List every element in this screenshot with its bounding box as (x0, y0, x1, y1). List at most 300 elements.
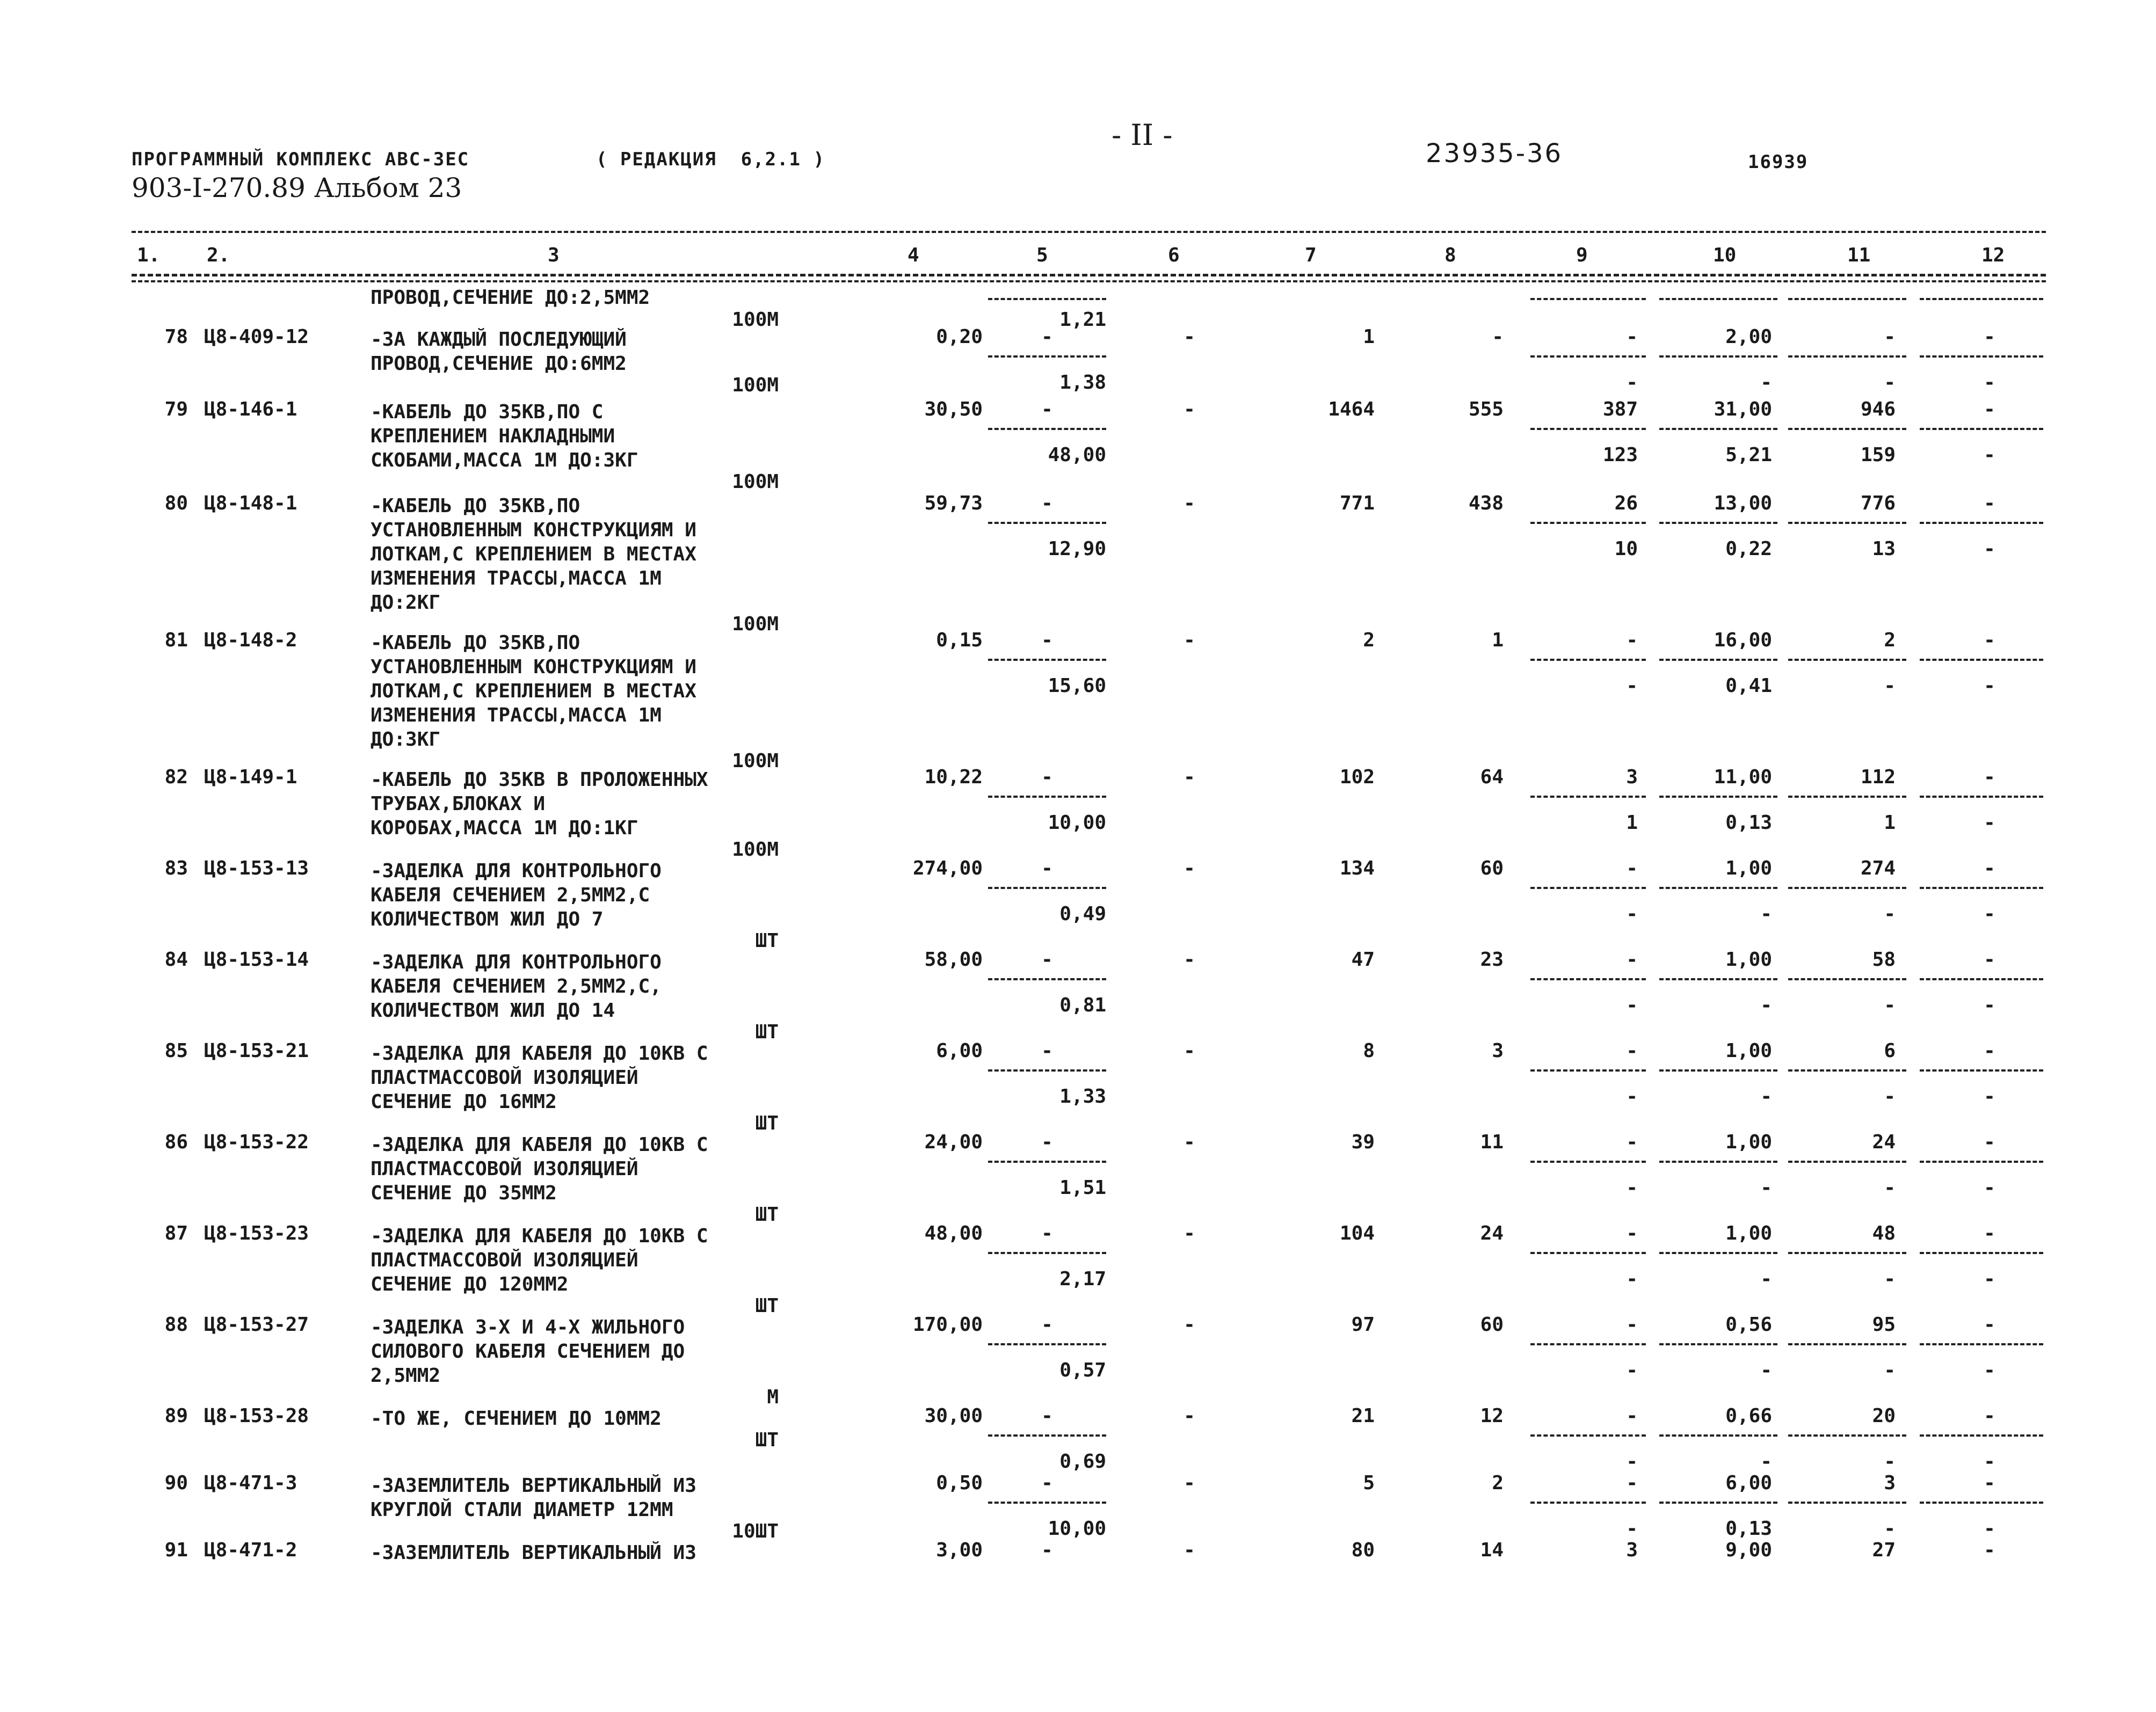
column-header-11: 11 (1847, 244, 1871, 266)
cell-col-12: - (1984, 1314, 1995, 1336)
cell-col-4: 48,00 (924, 1222, 983, 1244)
cell-col-12-lower: - (1984, 1086, 1995, 1108)
cell-col-9-lower: - (1626, 1268, 1638, 1290)
cell-col-12-lower: - (1984, 1451, 1995, 1473)
cell-col-11-lower: - (1884, 1518, 1896, 1540)
cell-col-9: 3 (1626, 766, 1638, 788)
cell-col-7: 1464 (1328, 398, 1375, 420)
cell-separator (988, 1069, 1106, 1072)
cell-col-11: 27 (1872, 1539, 1896, 1561)
cell-col-12: - (1984, 857, 1995, 879)
cell-col-12: - (1984, 398, 1995, 420)
cell-separator (1659, 1161, 1777, 1163)
cell-col-9-lower: - (1626, 1177, 1638, 1199)
cell-col-5-lower: 1,38 (1059, 371, 1106, 394)
cell-col-6: - (1184, 766, 1195, 788)
cell-col-12-lower: - (1984, 1268, 1995, 1290)
cell-col-6: - (1184, 1405, 1195, 1427)
row-description: -КАБЕЛЬ ДО 35КВ,ПО УСТАНОВЛЕННЫМ КОНСТРУКЦИЯМ И ЛОТКАМ,С КРЕПЛЕНИЕМ В МЕСТАХ ИЗМЕНЕНИЯ ТРАССЫ,МАССА 1М ДО:3КГ (371, 632, 696, 751)
cell-col-9: - (1626, 1040, 1638, 1062)
cell-col-9: - (1626, 949, 1638, 971)
row-description: -ЗАДЕЛКА ДЛЯ КОНТРОЛЬНОГО КАБЕЛЯ СЕЧЕНИЕМ 2,5ММ2,С КОЛИЧЕСТВОМ ЖИЛ ДО 7 (371, 860, 662, 930)
cell-col-12: - (1984, 1131, 1995, 1153)
cell-separator (1920, 1343, 2043, 1345)
cell-separator (1788, 1434, 1906, 1437)
row-number: 86 (164, 1131, 188, 1153)
cell-col-6: - (1184, 857, 1195, 879)
cell-col-4: 0,50 (936, 1472, 983, 1494)
cell-col-12-lower: - (1984, 371, 1995, 394)
cell-separator (1788, 428, 1906, 430)
cell-col-5-lower: 0,69 (1059, 1451, 1106, 1473)
cell-col-5: - (1041, 398, 1053, 420)
column-header-6: 6 (1168, 244, 1180, 266)
cell-separator (1920, 796, 2043, 798)
row-number: 88 (164, 1314, 188, 1336)
cell-separator (1659, 355, 1777, 358)
cell-separator (1788, 522, 1906, 524)
cell-col-11: 946 (1860, 398, 1896, 420)
carry-over-separator (1659, 298, 1777, 300)
cell-col-10: 16,00 (1714, 629, 1772, 651)
cell-col-5-lower: 1,51 (1059, 1177, 1106, 1199)
cell-col-7: 21 (1351, 1405, 1375, 1427)
header-rule-bottom-2 (132, 280, 2046, 282)
row-description: -КАБЕЛЬ ДО 35КВ,ПО С КРЕПЛЕНИЕМ НАКЛАДНЫМИ СКОБАМИ,МАССА 1М ДО:3КГ (371, 401, 638, 471)
column-header-1: 1. (137, 244, 161, 266)
header-rule-top (132, 231, 2046, 233)
column-header-12: 12 (1981, 244, 2005, 266)
cell-col-10-lower: 0,13 (1725, 812, 1772, 834)
cell-col-9: - (1626, 1472, 1638, 1494)
cell-separator (1920, 978, 2043, 980)
carry-over-separator (988, 298, 1106, 300)
cell-separator (1530, 355, 1646, 358)
carry-over-unit: 100М (732, 309, 779, 331)
cell-col-9-lower: - (1626, 1451, 1638, 1473)
page-number: - II - (1112, 118, 1173, 152)
cell-separator (1788, 1343, 1906, 1345)
column-header-4: 4 (908, 244, 919, 266)
cell-col-10-lower: 0,13 (1725, 1518, 1772, 1540)
cell-col-11: 58 (1872, 949, 1896, 971)
cell-separator (1788, 978, 1906, 980)
cell-col-12-lower: - (1984, 538, 1995, 560)
cell-col-5: - (1041, 492, 1053, 514)
cell-col-12: - (1984, 326, 1995, 348)
row-unit: 100М (732, 839, 779, 861)
cell-separator (1788, 1069, 1906, 1072)
cell-separator (1530, 1069, 1646, 1072)
cell-col-9: - (1626, 629, 1638, 651)
cell-col-8: 2 (1492, 1472, 1504, 1494)
cell-col-6: - (1184, 629, 1195, 651)
cell-col-5-lower: 10,00 (1048, 812, 1106, 834)
row-description: -ЗАДЕЛКА ДЛЯ КАБЕЛЯ ДО 10КВ С ПЛАСТМАССОВОЙ ИЗОЛЯЦИЕЙ СЕЧЕНИЕ ДО 35ММ2 (371, 1134, 708, 1204)
cell-col-5-lower: 10,00 (1048, 1518, 1106, 1540)
column-header-2: 2. (207, 244, 230, 266)
cell-col-5: - (1041, 1539, 1053, 1561)
row-number: 90 (164, 1472, 188, 1494)
cell-separator (988, 1343, 1106, 1345)
row-code: Ц8-153-27 (204, 1314, 309, 1336)
cell-separator (1659, 659, 1777, 661)
cell-col-4: 59,73 (924, 492, 983, 514)
carry-over-separator (1920, 298, 2043, 300)
cell-col-6: - (1184, 1131, 1195, 1153)
cell-col-12: - (1984, 1472, 1995, 1494)
cell-separator (1788, 1161, 1906, 1163)
row-unit: 100М (732, 374, 779, 396)
cell-separator (1788, 1252, 1906, 1254)
cell-separator (988, 1434, 1106, 1437)
cell-col-11-lower: - (1884, 994, 1896, 1016)
cell-separator (1920, 1502, 2043, 1504)
cell-col-12: - (1984, 1405, 1995, 1427)
cell-col-10-lower: - (1760, 1177, 1772, 1199)
row-code: Ц8-153-13 (204, 857, 309, 879)
row-unit: ШТ (755, 1204, 779, 1226)
cell-col-5-lower: 15,60 (1048, 675, 1106, 697)
cell-col-8: 60 (1480, 1314, 1504, 1336)
cell-col-11-lower: - (1884, 1177, 1896, 1199)
cell-separator (988, 796, 1106, 798)
cell-separator (1659, 1434, 1777, 1437)
cell-separator (1920, 355, 2043, 358)
cell-separator (1659, 796, 1777, 798)
cell-col-11-lower: 1 (1884, 812, 1896, 834)
cell-separator (1659, 1502, 1777, 1504)
row-code: Ц8-471-3 (204, 1472, 297, 1494)
cell-col-9: - (1626, 326, 1638, 348)
column-header-9: 9 (1576, 244, 1588, 266)
cell-col-11-lower: 159 (1860, 444, 1896, 466)
cell-col-11-lower: 13 (1872, 538, 1896, 560)
cell-col-10-lower: - (1760, 371, 1772, 394)
column-header-10: 10 (1713, 244, 1737, 266)
cell-col-10: 1,00 (1725, 1040, 1772, 1062)
cell-col-9: 387 (1602, 398, 1638, 420)
cell-col-5: - (1041, 629, 1053, 651)
cell-col-4: 0,15 (936, 629, 983, 651)
row-unit: ШТ (755, 930, 779, 952)
cell-col-9-lower: - (1626, 1359, 1638, 1381)
carry-over-separator (1530, 298, 1646, 300)
cell-col-12: - (1984, 949, 1995, 971)
column-header-3: 3 (548, 244, 560, 266)
cell-col-4: 6,00 (936, 1040, 983, 1062)
cell-col-11-lower: - (1884, 371, 1896, 394)
row-number: 80 (164, 492, 188, 514)
cell-col-8: 14 (1480, 1539, 1504, 1561)
cell-col-12: - (1984, 766, 1995, 788)
cell-separator (1530, 1502, 1646, 1504)
row-code: Ц8-153-21 (204, 1040, 309, 1062)
cell-col-11-lower: - (1884, 1268, 1896, 1290)
cell-col-12-lower: - (1984, 444, 1995, 466)
cell-col-5: - (1041, 1472, 1053, 1494)
carry-over-col5: 1,21 (1059, 309, 1106, 331)
cell-col-7: 104 (1339, 1222, 1375, 1244)
cell-separator (1530, 796, 1646, 798)
cell-col-8: 1 (1492, 629, 1504, 651)
cell-col-8: 11 (1480, 1131, 1504, 1153)
cell-separator (1920, 1252, 2043, 1254)
cell-col-4: 3,00 (936, 1539, 983, 1561)
cell-col-9-lower: 1 (1626, 812, 1638, 834)
row-code: Ц8-471-2 (204, 1539, 297, 1561)
row-code: Ц8-409-12 (204, 326, 309, 348)
cell-col-9-lower: - (1626, 675, 1638, 697)
cell-col-10-lower: - (1760, 994, 1772, 1016)
column-header-7: 7 (1305, 244, 1317, 266)
cell-separator (1920, 1434, 2043, 1437)
row-unit: ШТ (755, 1021, 779, 1043)
row-code: Ц8-148-1 (204, 492, 297, 514)
cell-separator (1788, 659, 1906, 661)
cell-col-11-lower: - (1884, 903, 1896, 925)
cell-col-6: - (1184, 1314, 1195, 1336)
cell-col-11: - (1884, 326, 1896, 348)
row-description: -ЗАДЕЛКА ДЛЯ КАБЕЛЯ ДО 10КВ С ПЛАСТМАССОВОЙ ИЗОЛЯЦИЕЙ СЕЧЕНИЕ ДО 120ММ2 (371, 1225, 708, 1295)
cell-col-5: - (1041, 1131, 1053, 1153)
cell-col-5-lower: 1,33 (1059, 1086, 1106, 1108)
program-title: ПРОГРАММНЫЙ КОМПЛЕКС АВС-3ЕС (132, 149, 470, 170)
row-unit: 100М (732, 613, 779, 635)
cell-col-12: - (1984, 1222, 1995, 1244)
cell-col-8: 12 (1480, 1405, 1504, 1427)
cell-col-6: - (1184, 1472, 1195, 1494)
cell-col-6: - (1184, 1222, 1195, 1244)
cell-separator (1530, 428, 1646, 430)
row-code: Ц8-146-1 (204, 398, 297, 420)
row-unit: ШТ (755, 1295, 779, 1317)
cell-col-11: 2 (1884, 629, 1896, 651)
document-number: 23935-36 (1426, 139, 1563, 169)
row-description: -КАБЕЛЬ ДО 35КВ,ПО УСТАНОВЛЕННЫМ КОНСТРУКЦИЯМ И ЛОТКАМ,С КРЕПЛЕНИЕМ В МЕСТАХ ИЗМЕНЕНИЯ ТРАССЫ,МАССА 1М ДО:2КГ (371, 495, 696, 614)
cell-separator (1788, 796, 1906, 798)
cell-col-9-lower: - (1626, 903, 1638, 925)
cell-col-9-lower: 123 (1602, 444, 1638, 466)
cell-separator (1659, 1343, 1777, 1345)
cell-col-11: 6 (1884, 1040, 1896, 1062)
cell-col-12-lower: - (1984, 903, 1995, 925)
row-unit: М (767, 1386, 779, 1408)
cell-col-7: 47 (1351, 949, 1375, 971)
cell-col-7: 134 (1339, 857, 1375, 879)
cell-col-8: 64 (1480, 766, 1504, 788)
cell-col-8: 60 (1480, 857, 1504, 879)
cell-col-10: 1,00 (1725, 857, 1772, 879)
header-rule-bottom (132, 274, 2046, 276)
cell-separator (1920, 428, 2043, 430)
carry-over-description: ПРОВОД,СЕЧЕНИЕ ДО:2,5ММ2 (371, 287, 650, 309)
cell-separator (1530, 522, 1646, 524)
cell-separator (1920, 522, 2043, 524)
cell-col-4: 10,22 (924, 766, 983, 788)
cell-col-10: 1,00 (1725, 949, 1772, 971)
cell-col-5-lower: 0,49 (1059, 903, 1106, 925)
cell-col-9: - (1626, 857, 1638, 879)
cell-col-10: 0,66 (1725, 1405, 1772, 1427)
cell-separator (988, 428, 1106, 430)
cell-col-10: 1,00 (1725, 1131, 1772, 1153)
cell-col-9-lower: - (1626, 994, 1638, 1016)
cell-col-4: 24,00 (924, 1131, 983, 1153)
cell-col-8: - (1492, 326, 1504, 348)
cell-col-12: - (1984, 629, 1995, 651)
cell-col-11-lower: - (1884, 1359, 1896, 1381)
cell-col-7: 1 (1363, 326, 1375, 348)
cell-col-9: 26 (1614, 492, 1638, 514)
row-number: 81 (164, 629, 188, 651)
cell-separator (1788, 887, 1906, 889)
cell-col-11: 776 (1860, 492, 1896, 514)
cell-separator (988, 659, 1106, 661)
cell-col-5: - (1041, 1314, 1053, 1336)
cell-col-6: - (1184, 492, 1195, 514)
cell-col-10: 6,00 (1725, 1472, 1772, 1494)
cell-col-5: - (1041, 1040, 1053, 1062)
row-number: 78 (164, 326, 188, 348)
cell-separator (988, 522, 1106, 524)
cell-col-7: 97 (1351, 1314, 1375, 1336)
row-unit: ШТ (755, 1429, 779, 1451)
cell-col-9-lower: - (1626, 1086, 1638, 1108)
program-edition: ( РЕДАКЦИЯ 6,2.1 ) (596, 149, 825, 170)
cell-col-8: 438 (1468, 492, 1504, 514)
album-label: 903-I-270.89 Альбом 23 (132, 172, 462, 203)
row-code: Ц8-153-23 (204, 1222, 309, 1244)
cell-col-5-lower: 12,90 (1048, 538, 1106, 560)
cell-col-11: 48 (1872, 1222, 1896, 1244)
cell-col-10: 13,00 (1714, 492, 1772, 514)
cell-col-5: - (1041, 857, 1053, 879)
row-description: -ЗАЗЕМЛИТЕЛЬ ВЕРТИКАЛЬНЫЙ ИЗ КРУГЛОЙ СТАЛИ ДИАМЕТР 12ММ (371, 1475, 696, 1521)
cell-col-9: - (1626, 1405, 1638, 1427)
cell-col-5-lower: 0,81 (1059, 994, 1106, 1016)
cell-separator (1530, 1434, 1646, 1437)
cell-col-9-lower: - (1626, 1518, 1638, 1540)
cell-col-9: - (1626, 1131, 1638, 1153)
cell-col-5: - (1041, 1405, 1053, 1427)
row-description: -ЗАДЕЛКА ДЛЯ КОНТРОЛЬНОГО КАБЕЛЯ СЕЧЕНИЕМ 2,5ММ2,С, КОЛИЧЕСТВОМ ЖИЛ ДО 14 (371, 951, 662, 1022)
cell-col-10: 2,00 (1725, 326, 1772, 348)
cell-col-5: - (1041, 766, 1053, 788)
cell-col-11: 112 (1860, 766, 1896, 788)
cell-col-4: 30,50 (924, 398, 983, 420)
cell-separator (1920, 887, 2043, 889)
row-unit: 10ШТ (732, 1520, 779, 1542)
cell-col-7: 5 (1363, 1472, 1375, 1494)
cell-col-10-lower: - (1760, 1268, 1772, 1290)
cell-col-12-lower: - (1984, 812, 1995, 834)
cell-separator (988, 887, 1106, 889)
cell-separator (988, 355, 1106, 358)
cell-separator (988, 978, 1106, 980)
cell-col-6: - (1184, 398, 1195, 420)
cell-separator (1530, 1343, 1646, 1345)
cell-separator (988, 1502, 1106, 1504)
row-description: -ЗА КАЖДЫЙ ПОСЛЕДУЮЩИЙ ПРОВОД,СЕЧЕНИЕ ДО:6ММ2 (371, 329, 627, 375)
cell-separator (1530, 1161, 1646, 1163)
cell-col-12-lower: - (1984, 1177, 1995, 1199)
cell-col-9: 3 (1626, 1539, 1638, 1561)
cell-col-9: - (1626, 1314, 1638, 1336)
cell-separator (988, 1161, 1106, 1163)
cell-col-10-lower: 0,22 (1725, 538, 1772, 560)
cell-col-10: 11,00 (1714, 766, 1772, 788)
cell-col-12: - (1984, 1539, 1995, 1561)
row-description: -КАБЕЛЬ ДО 35КВ В ПРОЛОЖЕННЫХ ТРУБАХ,БЛОКАХ И КОРОБАХ,МАССА 1М ДО:1КГ (371, 769, 708, 839)
cell-separator (1659, 887, 1777, 889)
cell-separator (1530, 1252, 1646, 1254)
cell-col-10-lower: 5,21 (1725, 444, 1772, 466)
cell-col-10-lower: 0,41 (1725, 675, 1772, 697)
row-code: Ц8-153-28 (204, 1405, 309, 1427)
cell-col-9-lower: - (1626, 371, 1638, 394)
cell-col-10: 31,00 (1714, 398, 1772, 420)
cell-col-6: - (1184, 1040, 1195, 1062)
cell-separator (1920, 659, 2043, 661)
cell-col-11-lower: - (1884, 675, 1896, 697)
cell-col-6: - (1184, 326, 1195, 348)
row-code: Ц8-148-2 (204, 629, 297, 651)
cell-separator (1530, 659, 1646, 661)
cell-col-5-lower: 0,57 (1059, 1359, 1106, 1381)
cell-separator (1788, 1502, 1906, 1504)
row-unit: 100М (732, 750, 779, 772)
cell-col-11-lower: - (1884, 1086, 1896, 1108)
row-description: -ЗАДЕЛКА 3-Х И 4-Х ЖИЛЬНОГО СИЛОВОГО КАБЕЛЯ СЕЧЕНИЕМ ДО 2,5ММ2 (371, 1316, 685, 1387)
cell-separator (988, 1252, 1106, 1254)
cell-col-10: 9,00 (1725, 1539, 1772, 1561)
row-number: 91 (164, 1539, 188, 1561)
cell-col-11: 274 (1860, 857, 1896, 879)
cell-col-8: 3 (1492, 1040, 1504, 1062)
row-number: 85 (164, 1040, 188, 1062)
cell-col-9: - (1626, 1222, 1638, 1244)
cell-col-12-lower: - (1984, 675, 1995, 697)
carry-over-separator (1788, 298, 1906, 300)
cell-col-7: 8 (1363, 1040, 1375, 1062)
cell-col-4: 170,00 (912, 1314, 983, 1336)
cell-col-8: 24 (1480, 1222, 1504, 1244)
cell-col-12-lower: - (1984, 1359, 1995, 1381)
row-number: 79 (164, 398, 188, 420)
cell-col-11-lower: - (1884, 1451, 1896, 1473)
cell-col-7: 39 (1351, 1131, 1375, 1153)
cell-col-7: 80 (1351, 1539, 1375, 1561)
cell-col-8: 555 (1468, 398, 1504, 420)
cell-col-5: - (1041, 326, 1053, 348)
row-code: Ц8-153-14 (204, 949, 309, 971)
row-number: 89 (164, 1405, 188, 1427)
row-number: 82 (164, 766, 188, 788)
cell-separator (1920, 1161, 2043, 1163)
cell-col-5: - (1041, 1222, 1053, 1244)
row-number: 84 (164, 949, 188, 971)
row-unit: ШТ (755, 1112, 779, 1134)
cell-col-6: - (1184, 949, 1195, 971)
cell-col-7: 102 (1339, 766, 1375, 788)
cell-col-10: 1,00 (1725, 1222, 1772, 1244)
cell-col-5-lower: 2,17 (1059, 1268, 1106, 1290)
column-header-5: 5 (1036, 244, 1048, 266)
cell-col-5: - (1041, 949, 1053, 971)
row-code: Ц8-153-22 (204, 1131, 309, 1153)
row-unit: 100М (732, 471, 779, 493)
